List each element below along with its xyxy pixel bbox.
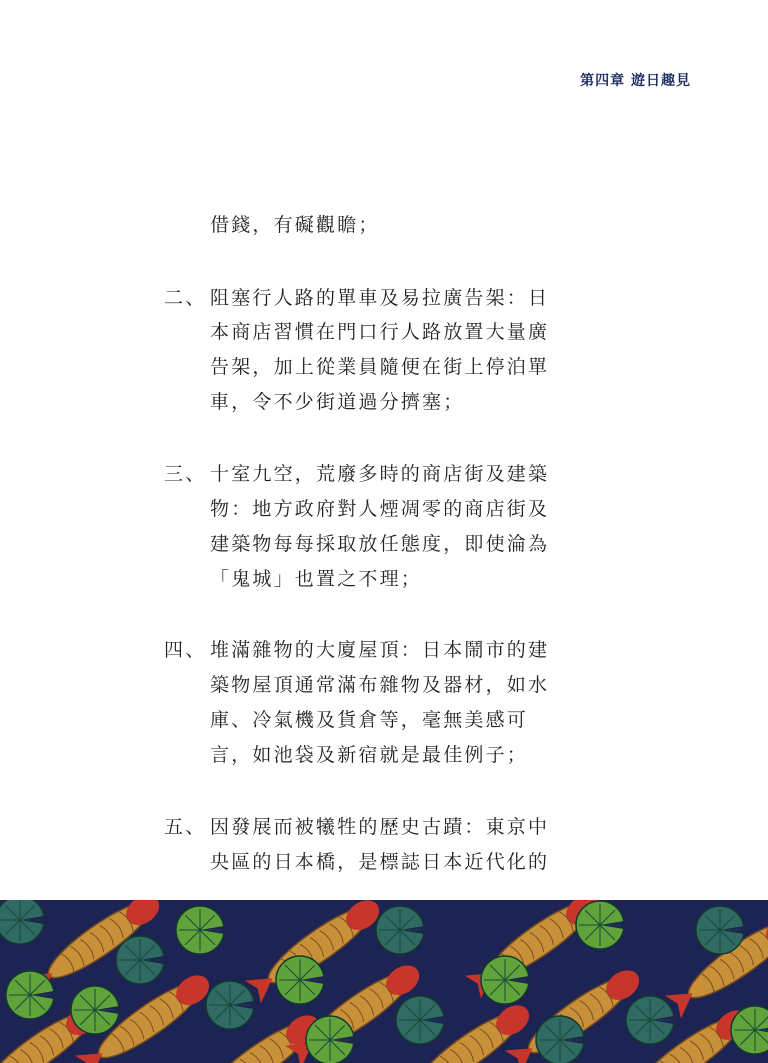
koi-fish-and-lily-pad-icon	[0, 900, 768, 1063]
text-line: 「鬼城」也置之不理；	[210, 568, 423, 590]
text-line: 言，如池袋及新宿就是最佳例子；	[210, 744, 529, 766]
text-line: 十室九空，荒廢多時的商店街及建築	[210, 463, 550, 485]
list-marker: 二、	[164, 287, 207, 309]
text-line: 告架，加上從業員隨便在街上停泊單	[210, 356, 550, 378]
koi-pattern-band	[0, 900, 768, 1063]
text-line: 阻塞行人路的單車及易拉廣告架：日	[210, 287, 550, 309]
list-marker: 四、	[164, 639, 207, 661]
text-line: 物：地方政府對人煙凋零的商店街及	[210, 498, 550, 520]
text-line: 央區的日本橋，是標誌日本近代化的	[210, 851, 550, 873]
text-line: 堆滿雜物的大廈屋頂：日本鬧市的建	[210, 639, 550, 661]
text-line: 本商店習慣在門口行人路放置大量廣	[210, 321, 550, 343]
list-marker: 三、	[164, 463, 207, 485]
text-line: 車，令不少街道過分擠塞；	[210, 391, 465, 413]
text-line: 庫、冷氣機及貨倉等，毫無美感可	[210, 709, 529, 731]
chapter-header: 第四章 遊日趣見	[580, 73, 691, 89]
text-line: 建築物每每採取放任態度，即使淪為	[210, 533, 550, 555]
text-line: 借錢，有礙觀瞻；	[210, 214, 380, 236]
text-line: 因發展而被犧牲的歷史古蹟：東京中	[210, 816, 550, 838]
text-line: 築物屋頂通常滿布雜物及器材，如水	[210, 674, 550, 696]
list-marker: 五、	[164, 816, 207, 838]
